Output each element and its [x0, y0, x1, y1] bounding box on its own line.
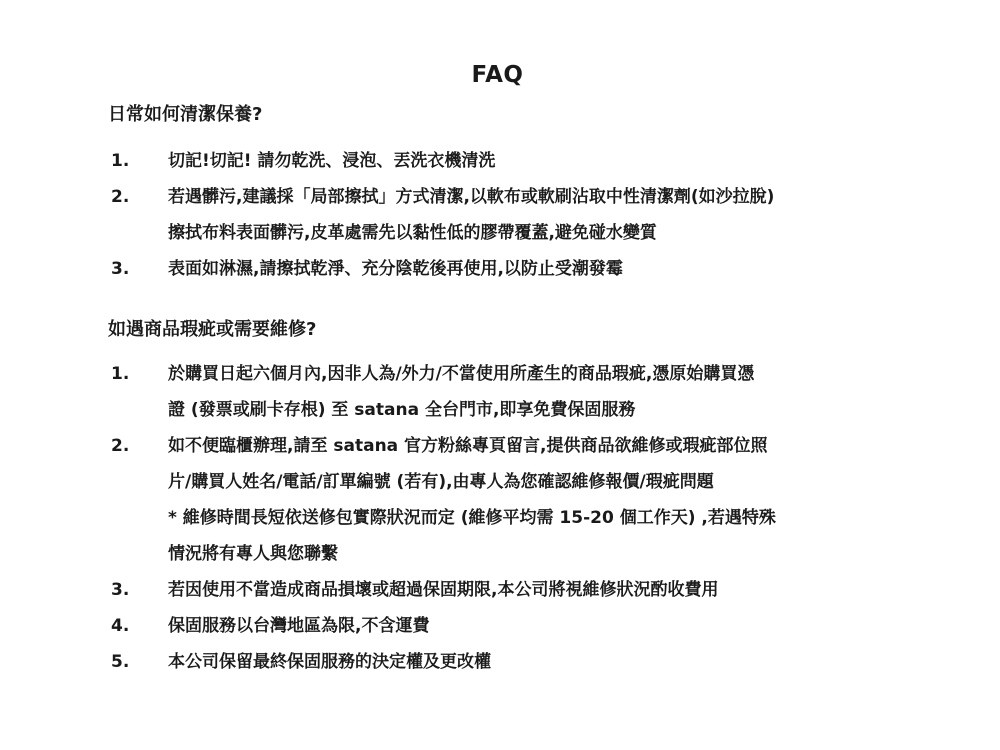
item-text: [168, 428, 878, 572]
care-list: [0, 143, 1000, 287]
item-number: 3.: [111, 259, 130, 279]
item-line: 若遇髒污,建議採「局部擦拭」方式清潔,以軟布或軟刷沾取中性清潔劑(如沙拉脫): [168, 187, 775, 207]
list-item: [0, 608, 1000, 644]
list-item: [0, 143, 1000, 179]
item-text: [168, 251, 878, 287]
item-line: 擦拭布料表面髒污,皮革處需先以黏性低的膠帶覆蓋,避免碰水變質: [168, 223, 657, 243]
item-text: [168, 179, 878, 251]
item-number: 2.: [111, 187, 130, 207]
item-text: [168, 143, 878, 179]
item-text: [168, 572, 878, 608]
list-item: [0, 644, 1000, 680]
item-number: 3.: [111, 580, 130, 600]
item-number: 1.: [111, 151, 130, 171]
item-text: [168, 356, 878, 428]
item-line: * 維修時間長短依送修包實際狀況而定 (維修平均需 15-20 個工作天) ,若遇特殊: [168, 508, 776, 528]
item-line: 片/購買人姓名/電話/訂單編號 (若有),由專人為您確認維修報價/瑕疵問題: [168, 472, 714, 492]
item-number: 4.: [111, 616, 130, 636]
item-number: 1.: [111, 364, 130, 384]
item-line: 切記!切記! 請勿乾洗、浸泡、丟洗衣機清洗: [168, 151, 496, 171]
item-line: 如不便臨櫃辦理,請至 satana 官方粉絲專頁留言,提供商品欲維修或瑕疵部位照: [168, 436, 768, 456]
item-line: 若因使用不當造成商品損壞或超過保固期限,本公司將視維修狀況酌收費用: [168, 580, 719, 600]
list-item: [0, 572, 1000, 608]
item-line: 證 (發票或刷卡存根) 至 satana 全台門市,即享免費保固服務: [168, 400, 636, 420]
repair-list: [0, 356, 1000, 680]
item-line: 於購買日起六個月內,因非人為/外力/不當使用所產生的商品瑕疵,憑原始購買憑: [168, 364, 755, 384]
list-item: [0, 428, 1000, 572]
list-item: [0, 356, 1000, 428]
item-line: 情況將有專人與您聯繫: [168, 544, 338, 564]
section-heading-care: 日常如何清潔保養?: [108, 104, 263, 125]
item-line: 本公司保留最終保固服務的決定權及更改權: [168, 652, 491, 672]
item-text: [168, 608, 878, 644]
list-item: [0, 179, 1000, 251]
section-heading-repair: 如遇商品瑕疵或需要維修?: [108, 319, 317, 340]
page-title: FAQ: [471, 62, 524, 88]
item-line: 保固服務以台灣地區為限,不含運費: [168, 616, 430, 636]
item-number: 5.: [111, 652, 130, 672]
item-number: 2.: [111, 436, 130, 456]
item-text: [168, 644, 878, 680]
item-line: 表面如淋濕,請擦拭乾淨、充分陰乾後再使用,以防止受潮發霉: [168, 259, 623, 279]
list-item: [0, 251, 1000, 287]
